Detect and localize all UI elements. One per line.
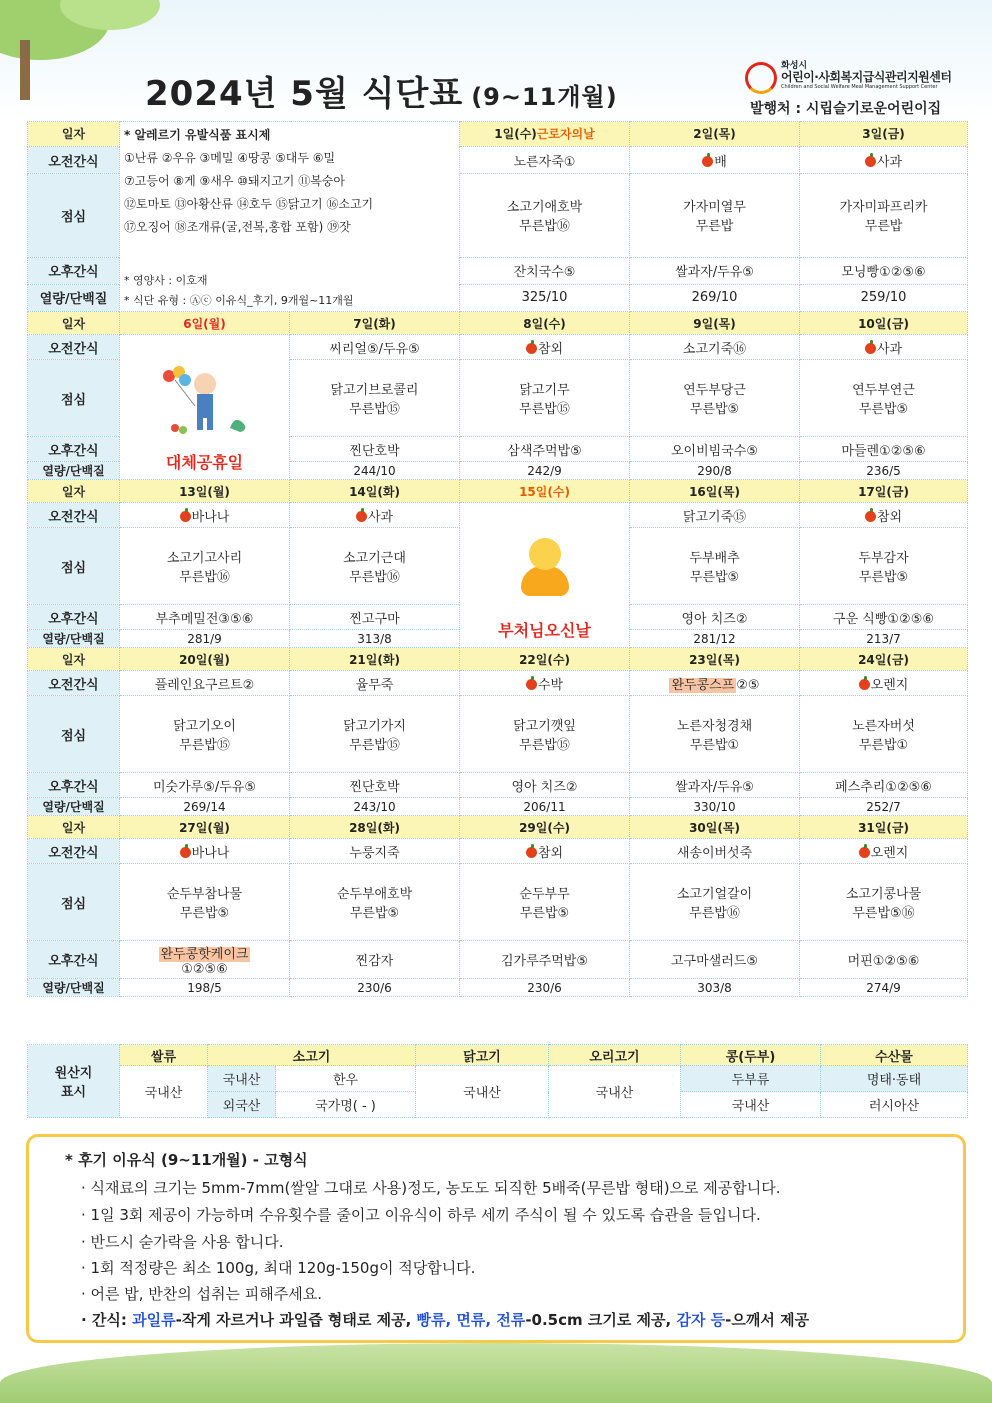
pm-snack: 페스추리①②⑤⑥ — [800, 773, 968, 798]
origin-value: 국내산 — [120, 1066, 208, 1118]
date-cell: 23일(목) — [630, 648, 800, 671]
pm-snack: 머핀①②⑤⑥ — [800, 941, 968, 979]
date-cell: 8일(수) — [460, 312, 630, 335]
lunch-cell: 닭고기가지 무른밥⑮ — [290, 696, 460, 773]
calorie: 244/10 — [290, 462, 460, 480]
am-snack: 완두콩스프 ②⑤ — [630, 671, 800, 696]
calorie: 213/7 — [800, 630, 968, 648]
am-snack: 참외 — [460, 335, 630, 360]
pm-snack: 찐단호박 — [290, 773, 460, 798]
am-snack: 사과 — [800, 146, 968, 173]
lunch-cell: 닭고기무 무른밥⑮ — [460, 360, 630, 437]
pm-snack: 김가루주먹밥⑤ — [460, 941, 630, 979]
buddha-illustration — [517, 532, 573, 598]
week3-pm-row: 오후간식 부추메밀전③⑤⑥ 찐고구마 영아 치즈② 구운 식빵①②⑤⑥ — [28, 605, 968, 630]
pm-snack: 부추메밀전③⑤⑥ — [120, 605, 290, 630]
guide-line: · 반드시 숟가락을 사용 합니다. — [81, 1233, 284, 1251]
pm-snack: 모닝빵①②⑤⑥ — [800, 257, 968, 284]
publisher: 발행처 : 시립슬기로운어린이집 — [750, 101, 942, 117]
origin-head: 콩(두부) — [681, 1045, 821, 1066]
date-cell: 1일(수)근로자의날 — [460, 122, 630, 147]
week4-pm-row: 오후간식 미숫가루⑤/두유⑤ 찐단호박 영아 치즈② 쌀과자/두유⑤ 페스추리①②⑤⑥ — [28, 773, 968, 798]
lunch-cell: 소고기얼갈이 무른밥⑯ — [630, 864, 800, 941]
calorie: 198/5 — [120, 979, 290, 997]
date-cell: 17일(금) — [800, 480, 968, 503]
grass-decoration — [0, 1343, 992, 1403]
date-cell: 28일(화) — [290, 816, 460, 839]
lunch-cell: 순두부참나물 무른밥⑤ — [120, 864, 290, 941]
date-cell: 27일(월) — [120, 816, 290, 839]
date-cell: 16일(목) — [630, 480, 800, 503]
center-logo-icon — [745, 62, 777, 94]
lunch-cell: 두부감자 무른밥⑤ — [800, 528, 968, 605]
date-cell: 13일(월) — [120, 480, 290, 503]
pm-snack: 구운 식빵①②⑤⑥ — [800, 605, 968, 630]
calorie: 325/10 — [460, 284, 630, 311]
am-snack: 소고기죽⑯ — [630, 335, 800, 360]
fruit-icon — [526, 343, 537, 354]
guide-line: · 1일 3회 제공이 가능하며 수유횟수를 줄이고 이유식이 하루 세끼 주식이 될 수 있도록 습관을 들입니다. — [81, 1206, 761, 1224]
date-cell: 20일(월) — [120, 648, 290, 671]
lunch-cell: 두부배추 무른밥⑤ — [630, 528, 800, 605]
fruit-icon — [180, 511, 191, 522]
week5-cal-row: 열량/단백질 198/5 230/6 230/6 303/8 274/9 — [28, 979, 968, 997]
center-logo: 화성시 어린이·사회복지급식관리지원센터 Children and Social Welfare Meal Management Support Center — [745, 58, 970, 94]
pm-snack: 영아 치즈② — [630, 605, 800, 630]
week3-lunch-row: 점심 소고기고사리 무른밥⑯ 소고기근대 무른밥⑯ 두부배추 무른밥⑤ 두부감자 무른밥⑤ — [28, 528, 968, 605]
am-snack: 사과 — [800, 335, 968, 360]
fruit-icon — [356, 511, 367, 522]
pm-snack: 완두콩핫케이크 ①②⑤⑥ — [120, 941, 290, 979]
week4-date-row: 일자 20일(월) 21일(화) 22일(수) 23일(목) 24일(금) — [28, 648, 968, 671]
am-snack: 율무죽 — [290, 671, 460, 696]
week3-am-row: 오전간식 바나나 사과 부처님오신날 닭고기죽⑮ 참외 — [28, 503, 968, 528]
origin-value: 국내산 — [549, 1066, 681, 1118]
calorie: 330/10 — [630, 798, 800, 816]
menu-table — [27, 121, 968, 997]
calorie: 230/6 — [290, 979, 460, 997]
calorie: 259/10 — [800, 284, 968, 311]
pm-snack: 찐고구마 — [290, 605, 460, 630]
holiday-cell: 부처님오신날 — [460, 503, 630, 648]
date-cell: 29일(수) — [460, 816, 630, 839]
holiday-cell: 대체공휴일 — [120, 335, 290, 480]
lunch-cell: 노른자버섯 무른밥① — [800, 696, 968, 773]
origin-table — [27, 1044, 968, 1118]
lunch-cell: 순두부애호박 무른밥⑤ — [290, 864, 460, 941]
am-snack: 닭고기죽⑮ — [630, 503, 800, 528]
date-cell: 14일(화) — [290, 480, 460, 503]
pm-snack: 영아 치즈② — [460, 773, 630, 798]
week2-cal-row: 열량/단백질 244/10 242/9 290/8 236/5 — [28, 462, 968, 480]
week4-am-row: 오전간식 플레인요구르트② 율무죽 수박 완두콩스프 ②⑤ 오렌지 — [28, 671, 968, 696]
week2-am-row: 오전간식 대체공휴일 씨리얼⑤/두유⑤ 참외 소고기죽⑯ 사과 — [28, 335, 968, 360]
week4-lunch-row: 점심 닭고기오이 무른밥⑮ 닭고기가지 무른밥⑮ 닭고기깻잎 무른밥⑮ 노른자청경채 무른밥① 노른자버섯 무른밥① — [28, 696, 968, 773]
date-cell: 15일(수) — [460, 480, 630, 503]
lunch-cell: 소고기애호박 무른밥⑯ — [460, 174, 630, 258]
week1-pm-row: 오후간식 잔치국수⑤ 쌀과자/두유⑤ 모닝빵①②⑤⑥ — [28, 257, 968, 284]
calorie: 281/9 — [120, 630, 290, 648]
calorie: 281/12 — [630, 630, 800, 648]
origin-value: 국내산 — [681, 1092, 821, 1118]
week2-lunch-row: 점심 닭고기브로콜리 무른밥⑮ 닭고기무 무른밥⑮ 연두부당근 무른밥⑤ 연두부연근 무른밥⑤ — [28, 360, 968, 437]
guide-title: * 후기 이유식 (9~11개월) - 고형식 — [65, 1151, 308, 1169]
lunch-cell: 닭고기깻잎 무른밥⑮ — [460, 696, 630, 773]
date-cell: 7일(화) — [290, 312, 460, 335]
origin-head: 닭고기 — [416, 1045, 549, 1066]
origin-label: 원산지 표시 — [28, 1045, 120, 1118]
week4-cal-row: 열량/단백질 269/14 243/10 206/11 330/10 252/7 — [28, 798, 968, 816]
week5-date-row: 일자 27일(월) 28일(화) 29일(수) 30일(목) 31일(금) — [28, 816, 968, 839]
week1-cal-row: 열량/단백질 325/10 269/10 259/10 — [28, 284, 968, 311]
week5-pm-row: 오후간식 완두콩핫케이크 ①②⑤⑥ 찐감자 김가루주먹밥⑤ 고구마샐러드⑤ 머핀①②⑤⑥ — [28, 941, 968, 979]
am-snack: 누룽지죽 — [290, 839, 460, 864]
origin-value: 국가명( - ) — [276, 1092, 416, 1118]
week5-lunch-row: 점심 순두부참나물 무른밥⑤ 순두부애호박 무른밥⑤ 순두부무 무른밥⑤ 소고기얼갈이 무른밥⑯ 소고기콩나물 무른밥⑤⑯ — [28, 864, 968, 941]
am-snack: 참외 — [460, 839, 630, 864]
fruit-icon — [865, 156, 876, 167]
am-snack: 플레인요구르트② — [120, 671, 290, 696]
am-snack: 수박 — [460, 671, 630, 696]
calorie: 242/9 — [460, 462, 630, 480]
fruit-icon — [865, 343, 876, 354]
am-snack: 노른자죽① — [460, 146, 630, 173]
pm-snack: 쌀과자/두유⑤ — [630, 257, 800, 284]
date-cell: 21일(화) — [290, 648, 460, 671]
week1-date-row: 일자 * 알레르기 유발식품 표시제 ①난류 ②우유 ③메밀 ④땅콩 ⑤대두 ⑥밀 ⑦고등어 ⑧게 ⑨새우 ⑩돼지고기 ⑪복숭아 ⑫토마토 ⑬아황산류 ⑭호두 ⑮닭고기 ⑯소고기 ⑰오징어 ⑱조개류(굴,전복,홍합 포함) ⑲잣 * 영양사 : 이호재 * 식단 유형 : Ⓐⓒ 이유식_후기, 9개월~11개월 1일(수)근로자의날 2일(목) 3일(금) — [28, 122, 968, 147]
week1-am-row: 오전간식 노른자죽① 배 사과 — [28, 146, 968, 173]
calorie: 313/8 — [290, 630, 460, 648]
origin-head: 쌀류 — [120, 1045, 208, 1066]
date-cell: 30일(목) — [630, 816, 800, 839]
am-snack: 씨리얼⑤/두유⑤ — [290, 335, 460, 360]
pm-snack: 고구마샐러드⑤ — [630, 941, 800, 979]
fruit-icon — [180, 847, 191, 858]
date-cell: 24일(금) — [800, 648, 968, 671]
calorie: 269/10 — [630, 284, 800, 311]
am-snack: 오렌지 — [800, 839, 968, 864]
am-snack: 바나나 — [120, 503, 290, 528]
origin-value: 한우 — [276, 1066, 416, 1092]
fruit-icon — [526, 847, 537, 858]
lunch-cell: 연두부연근 무른밥⑤ — [800, 360, 968, 437]
page-title: 2024년 5월 식단표 (9~11개월) — [145, 74, 618, 114]
allergy-notes: * 알레르기 유발식품 표시제 ①난류 ②우유 ③메밀 ④땅콩 ⑤대두 ⑥밀 ⑦고등어 ⑧게 ⑨새우 ⑩돼지고기 ⑪복숭아 ⑫토마토 ⑬아황산류 ⑭호두 ⑮닭고기 ⑯소고기 ⑰오징어 ⑱조개류(굴,전복,홍합 포함) ⑲잣 * 영양사 : 이호재 * 식단 유형 : Ⓐⓒ 이유식_후기, 9개월~11개월 — [120, 122, 460, 312]
guide-box — [26, 1134, 966, 1343]
calorie: 252/7 — [800, 798, 968, 816]
fruit-icon — [865, 511, 876, 522]
guide-line: · 1회 적정량은 최소 100g, 최대 120g-150g이 적당합니다. — [81, 1259, 476, 1277]
calorie: 274/9 — [800, 979, 968, 997]
origin-sub: 국내산 — [208, 1066, 276, 1092]
calorie: 290/8 — [630, 462, 800, 480]
pm-snack: 찐단호박 — [290, 437, 460, 462]
guide-line: · 어른 밥, 반찬의 섭취는 피해주세요. — [81, 1285, 323, 1303]
am-snack: 오렌지 — [800, 671, 968, 696]
origin-head: 수산물 — [821, 1045, 968, 1066]
guide-line: · 식재료의 크기는 5mm-7mm(쌀알 그대로 사용)정도, 농도도 되직한 5배죽(무른밥 형태)으로 제공합니다. — [81, 1179, 781, 1197]
date-cell: 6일(월) — [120, 312, 290, 335]
am-snack: 참외 — [800, 503, 968, 528]
date-cell: 10일(금) — [800, 312, 968, 335]
lunch-cell: 소고기근대 무른밥⑯ — [290, 528, 460, 605]
pm-snack: 오이비빔국수⑤ — [630, 437, 800, 462]
date-cell: 22일(수) — [460, 648, 630, 671]
pm-snack: 잔치국수⑤ — [460, 257, 630, 284]
date-cell: 31일(금) — [800, 816, 968, 839]
origin-sub: 명태·동태 — [821, 1066, 968, 1092]
lunch-cell: 노른자청경채 무른밥① — [630, 696, 800, 773]
child-illustration — [155, 366, 255, 436]
lunch-cell: 닭고기브로콜리 무른밥⑮ — [290, 360, 460, 437]
week3-cal-row: 열량/단백질 281/9 313/8 281/12 213/7 — [28, 630, 968, 648]
date-cell: 2일(목) — [630, 122, 800, 147]
week2-pm-row: 오후간식 찐단호박 삼색주먹밥⑤ 오이비빔국수⑤ 마들렌①②⑤⑥ — [28, 437, 968, 462]
date-cell: 3일(금) — [800, 122, 968, 147]
week5-am-row: 오전간식 바나나 누룽지죽 참외 새송이버섯죽 오렌지 — [28, 839, 968, 864]
lunch-cell: 가자미파프리카 무른밥 — [800, 174, 968, 258]
am-snack: 새송이버섯죽 — [630, 839, 800, 864]
week3-date-row: 일자 13일(월) 14일(화) 15일(수) 16일(목) 17일(금) — [28, 480, 968, 503]
pm-snack: 삼색주먹밥⑤ — [460, 437, 630, 462]
date-cell: 9일(목) — [630, 312, 800, 335]
am-snack: 배 — [630, 146, 800, 173]
am-snack: 바나나 — [120, 839, 290, 864]
week1-lunch-row: 점심 소고기애호박 무른밥⑯ 가자미열무 무른밥 가자미파프리카 무른밥 — [28, 174, 968, 258]
lunch-cell: 연두부당근 무른밥⑤ — [630, 360, 800, 437]
calorie: 269/14 — [120, 798, 290, 816]
fruit-icon — [702, 156, 713, 167]
calorie: 206/11 — [460, 798, 630, 816]
origin-value: 국내산 — [416, 1066, 549, 1118]
lunch-cell: 가자미열무 무른밥 — [630, 174, 800, 258]
pm-snack: 미숫가루⑤/두유⑤ — [120, 773, 290, 798]
origin-value: 러시아산 — [821, 1092, 968, 1118]
calorie: 236/5 — [800, 462, 968, 480]
week2-date-row: 일자 6일(월) 7일(화) 8일(수) 9일(목) 10일(금) — [28, 312, 968, 335]
calorie: 230/6 — [460, 979, 630, 997]
guide-snack-line: · 간식: 과일류-작게 자르거나 과일즙 형태로 제공, 빵류, 면류, 전류-0.5cm 크기로 제공, 감자 등-으깨서 제공 — [81, 1311, 810, 1329]
pm-snack: 마들렌①②⑤⑥ — [800, 437, 968, 462]
am-snack: 사과 — [290, 503, 460, 528]
origin-head: 오리고기 — [549, 1045, 681, 1066]
origin-sub: 외국산 — [208, 1092, 276, 1118]
fruit-icon — [859, 847, 870, 858]
lunch-cell: 순두부무 무른밥⑤ — [460, 864, 630, 941]
pm-snack: 찐감자 — [290, 941, 460, 979]
lunch-cell: 소고기콩나물 무른밥⑤⑯ — [800, 864, 968, 941]
pm-snack: 쌀과자/두유⑤ — [630, 773, 800, 798]
fruit-icon — [859, 679, 870, 690]
calorie: 303/8 — [630, 979, 800, 997]
lunch-cell: 닭고기오이 무른밥⑮ — [120, 696, 290, 773]
origin-sub: 두부류 — [681, 1066, 821, 1092]
calorie: 243/10 — [290, 798, 460, 816]
origin-head: 소고기 — [208, 1045, 416, 1066]
fruit-icon — [526, 679, 537, 690]
lunch-cell: 소고기고사리 무른밥⑯ — [120, 528, 290, 605]
